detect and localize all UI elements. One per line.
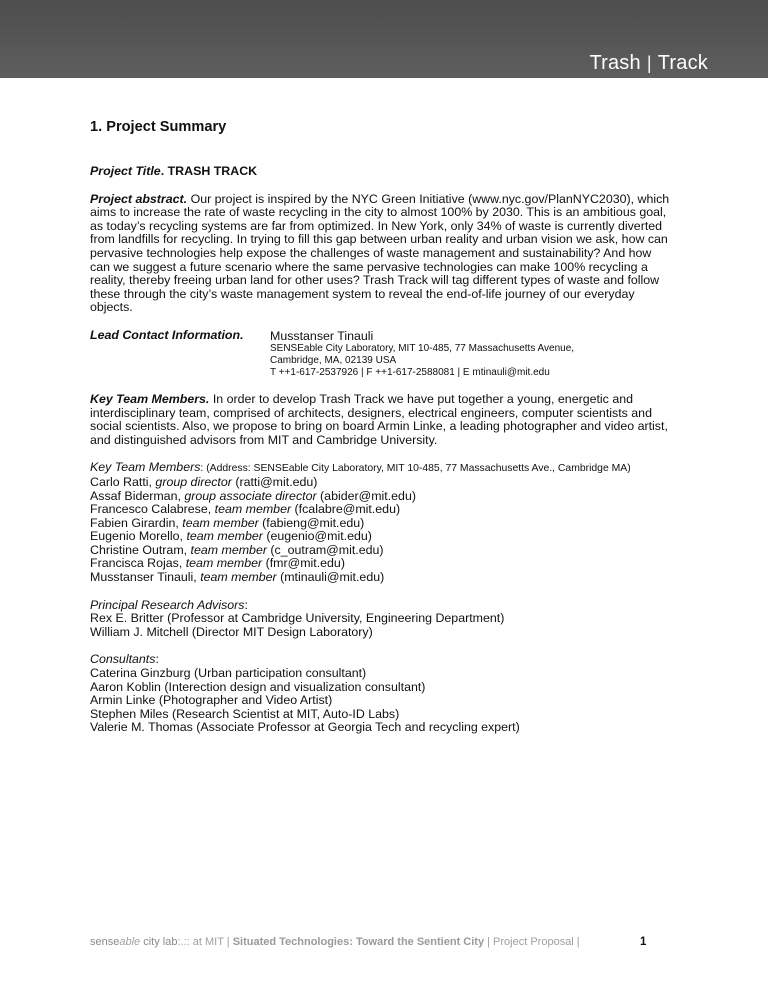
project-title-line (90, 165, 670, 179)
member-name: Eugenio Morello, (90, 529, 187, 544)
team-list-heading (90, 461, 670, 476)
member-name: Musstanser Tinauli, (90, 570, 201, 585)
advisor-item: Rex E. Britter (Professor at Cambridge University, Engineering Department) (90, 611, 505, 626)
consultants-heading (90, 653, 670, 667)
lead-contact-name: Musstanser Tinauli (270, 328, 374, 343)
footer-brand-c: city lab (140, 936, 178, 948)
lead-contact-details (270, 329, 574, 379)
team-list-address: : (Address: SENSEable City Laboratory, MIT 10-485, 77 Massachusetts Ave., Cambridge MA) (200, 463, 631, 475)
header-title-part2: Track (657, 52, 708, 74)
consultant-item: Valerie M. Thomas (Associate Professor at Georgia Tech and recycling expert) (90, 720, 520, 735)
footer-text-2: Situated Technologies: Toward the Sentient City (232, 936, 485, 948)
project-title-label: Project Title (90, 164, 161, 178)
advisors-heading (90, 599, 670, 613)
consultants-label: Consultants (90, 652, 156, 667)
member-email: (ratti@mit.edu) (231, 474, 318, 489)
abstract-text: Our project is inspired by the NYC Green Initiative (www.nyc.gov/PlanNYC2030), which aims to increase the rate of waste recycling in the city to almost 100% by 2030. This is an ambitious goal, as today’s recycling systems are far from optimized. In New York, only 34% of waste is currently diverted from landfills for recycling. In trying to fill this gap between urban reality and urban vision we ask, how can pervasive technologies help expose the challenges of waste management and sustainability? And how can we suggest a future scenario where the same pervasive technologies can make 100% recycling a reality, thereby freeing urban land for other uses? Trash Track will tag different types of waste and follow these through the city’s waste management system to reveal the end-of-life journey of our everyday objects. (90, 191, 670, 315)
team-member (90, 503, 670, 517)
member-role: team member (182, 515, 259, 530)
document-body (90, 118, 670, 749)
advisors-colon: : (244, 597, 248, 612)
page-number: 1 (640, 936, 647, 948)
team-member (90, 571, 670, 585)
member-name: Carlo Ratti, (90, 474, 156, 489)
team-member (90, 517, 670, 531)
consultant-item: Caterina Ginzburg (Urban participation consultant) (90, 666, 367, 681)
footer-text-3: | Project Proposal | (484, 936, 580, 948)
abstract-label: Project abstract. (90, 191, 188, 206)
key-team-intro-text: In order to develop Trash Track we have put together a young, energetic and interdisciplinary team, comprised of architects, designers, electrical engineers, computer scientists and social scientists. Also, we propose to bring on board Armin Linke, a leading photographer and video artist, and distinguished advisors from MIT and Cambridge University. (90, 391, 668, 447)
project-title-value: TRASH TRACK (167, 164, 258, 178)
project-title-punct: . (160, 164, 165, 178)
member-name: Assaf Biderman, (90, 488, 185, 503)
member-name: Fabien Girardin, (90, 515, 183, 530)
member-role: group director (155, 474, 232, 489)
member-role: team member (214, 502, 292, 517)
team-member (90, 530, 670, 544)
member-email: (abider@mit.edu) (316, 488, 416, 503)
lead-contact (90, 329, 670, 379)
consultant-item: Armin Linke (Photographer and Video Artist) (90, 693, 333, 708)
section-title: 1. Project Summary (90, 119, 227, 135)
member-role: team member (200, 570, 277, 585)
member-email: (fmr@mit.edu) (262, 556, 345, 571)
member-role: group associate director (184, 488, 317, 503)
member-name: Christine Outram, (90, 542, 191, 557)
key-team-intro-label: Key Team Members. (90, 391, 210, 406)
header-title-separator: | (646, 53, 652, 73)
member-email: (fcalabre@mit.edu) (291, 502, 401, 517)
project-abstract (90, 193, 670, 315)
team-member (90, 476, 670, 490)
consultants-colon: : (155, 652, 159, 667)
footer-brand-b: able (119, 936, 141, 948)
member-name: Francesco Calabrese, (90, 502, 215, 517)
key-team-intro (90, 393, 670, 447)
member-email: (fabieng@mit.edu) (258, 515, 365, 530)
member-role: team member (185, 556, 263, 571)
advisors-list (90, 599, 670, 640)
footer-brand-a: sense (90, 936, 120, 948)
lead-contact-phone: T ++1-617-2537926 | F ++1-617-2588081 | E mtinauli@mit.edu (270, 366, 550, 378)
advisor-item: William J. Mitchell (Director MIT Design Laboratory) (90, 624, 373, 639)
member-role: team member (190, 542, 267, 557)
lead-contact-label: Lead Contact Information. (90, 327, 244, 342)
team-list (90, 461, 670, 584)
team-member (90, 544, 670, 558)
consultants-list (90, 653, 670, 735)
member-name: Francisca Rojas, (90, 556, 186, 571)
header-title (589, 52, 708, 75)
team-member (90, 557, 670, 571)
advisors-label: Principal Research Advisors (90, 597, 245, 612)
header-bar (0, 0, 768, 78)
team-list-label: Key Team Members (90, 460, 201, 475)
page-footer (90, 936, 670, 948)
member-email: (mtinauli@mit.edu) (276, 570, 385, 585)
lead-contact-address-2: Cambridge, MA, 02139 USA (270, 354, 397, 366)
member-role: team member (186, 529, 263, 544)
footer-text-1: at MIT | (189, 936, 233, 948)
header-title-part1: Trash (589, 52, 641, 74)
lead-contact-address-1: SENSEable City Laboratory, MIT 10-485, 77 Massachusetts Avenue, (270, 342, 575, 354)
team-member (90, 490, 670, 504)
footer-brand-d: :.:: (177, 936, 190, 948)
consultant-item: Aaron Koblin (Interection design and visualization consultant) (90, 679, 426, 694)
member-email: (eugenio@mit.edu) (262, 529, 372, 544)
consultant-item: Stephen Miles (Research Scientist at MIT, Auto-ID Labs) (90, 706, 400, 721)
member-email: (c_outram@mit.edu) (266, 542, 384, 557)
